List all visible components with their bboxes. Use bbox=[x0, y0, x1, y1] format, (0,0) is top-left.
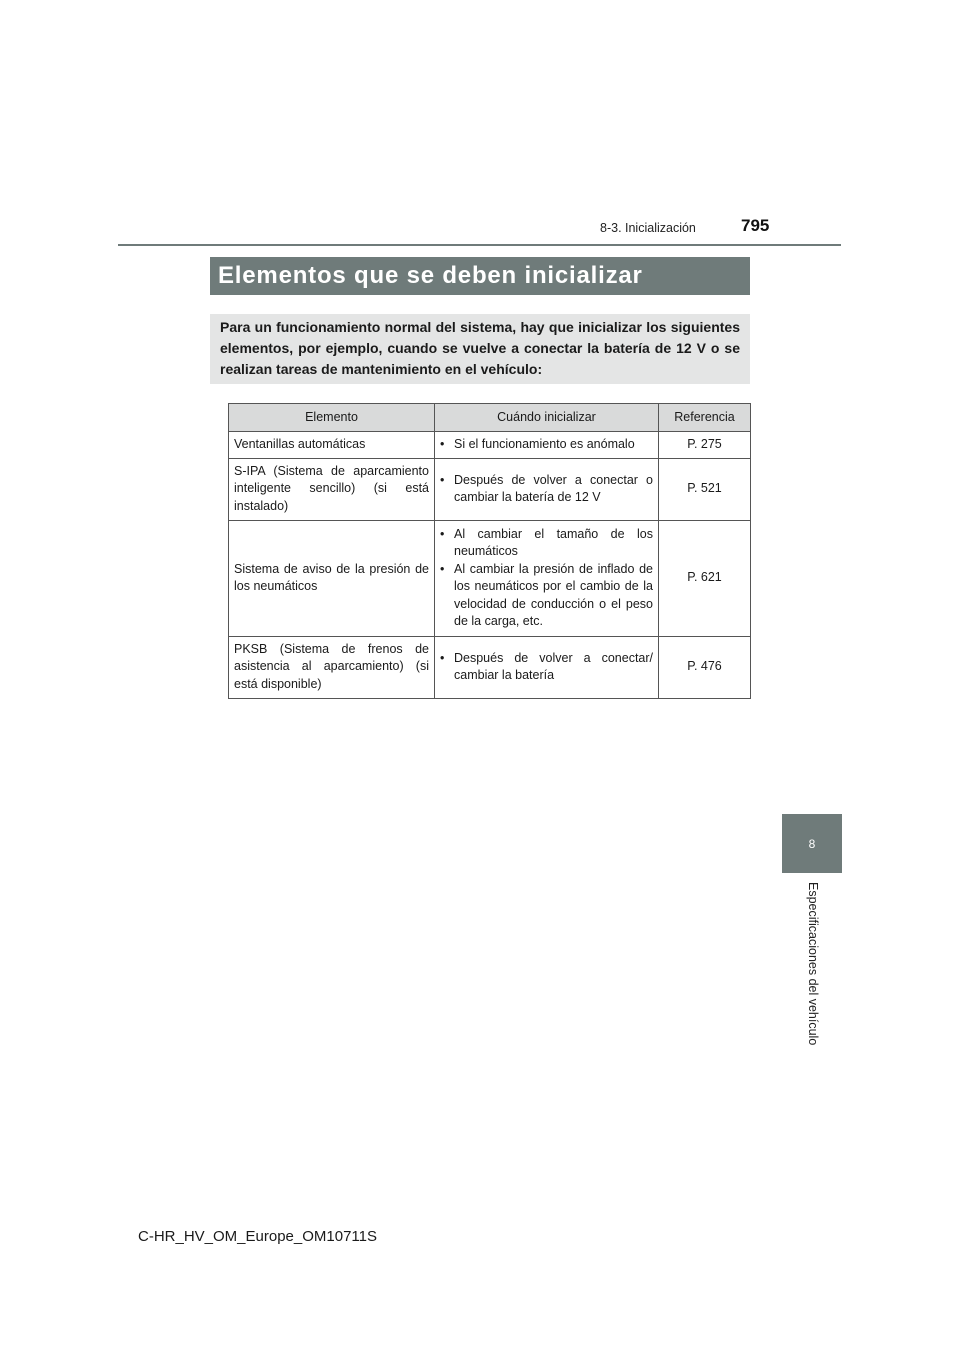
column-header-element: Elemento bbox=[229, 404, 435, 432]
section-header: 8-3. Inicialización bbox=[600, 221, 696, 235]
reference-cell: P. 476 bbox=[659, 636, 751, 698]
bullet-item: • Después de volver a conectar o cambiar la batería de 12 V bbox=[440, 472, 653, 504]
when-cell bbox=[435, 520, 659, 636]
element-cell: Ventanillas automáticas bbox=[229, 432, 435, 459]
chapter-number: 8 bbox=[808, 836, 816, 851]
table-row bbox=[229, 636, 751, 698]
title-banner bbox=[210, 257, 750, 295]
column-header-when: Cuándo inicializar bbox=[435, 404, 659, 432]
intro-text: Para un funcionamiento normal del sistema, hay que inicializar los siguientes elementos, por ejemplo, cuando se vuelve a conectar la batería de 12 V o se realizan tareas de mantenimiento en el vehículo: bbox=[220, 319, 740, 377]
reference-cell: P. 621 bbox=[659, 520, 751, 636]
page-number: 795 bbox=[741, 216, 770, 235]
document-code: C-HR_HV_OM_Europe_OM10711S bbox=[138, 1228, 377, 1245]
element-cell: S-IPA (Sistema de aparcamiento inteligente sencillo) (si está instalado) bbox=[229, 458, 435, 520]
table-row bbox=[229, 520, 751, 636]
chapter-tab bbox=[782, 814, 842, 873]
chapter-label-container bbox=[808, 882, 822, 1050]
table-row bbox=[229, 432, 751, 459]
column-header-reference: Referencia bbox=[659, 404, 751, 432]
table-header-row bbox=[229, 404, 751, 432]
initialization-table bbox=[228, 403, 751, 699]
table-row bbox=[229, 458, 751, 520]
page-title: Elementos que se deben inicializar bbox=[218, 262, 643, 289]
chapter-label: Especificaciones del vehículo bbox=[806, 882, 820, 1046]
intro-box bbox=[210, 314, 750, 384]
bullet-item: • Después de volver a conectar/ cambiar la batería bbox=[440, 650, 653, 682]
element-cell: PKSB (Sistema de frenos de asistencia al aparcamiento) (si está disponible) bbox=[229, 636, 435, 698]
bullet-item: • Al cambiar la presión de inflado de los neumáticos por el cambio de la velocidad de conducción o el peso de la carga, etc. bbox=[440, 561, 653, 628]
bullet-item: • Al cambiar el tamaño de los neumáticos bbox=[440, 526, 653, 558]
when-cell bbox=[435, 636, 659, 698]
reference-cell: P. 521 bbox=[659, 458, 751, 520]
element-cell: Sistema de aviso de la presión de los neumáticos bbox=[229, 520, 435, 636]
header-divider bbox=[118, 244, 841, 246]
when-cell bbox=[435, 458, 659, 520]
reference-cell: P. 275 bbox=[659, 432, 751, 459]
when-cell bbox=[435, 432, 659, 459]
bullet-item: • Si el funcionamiento es anómalo bbox=[440, 437, 635, 451]
